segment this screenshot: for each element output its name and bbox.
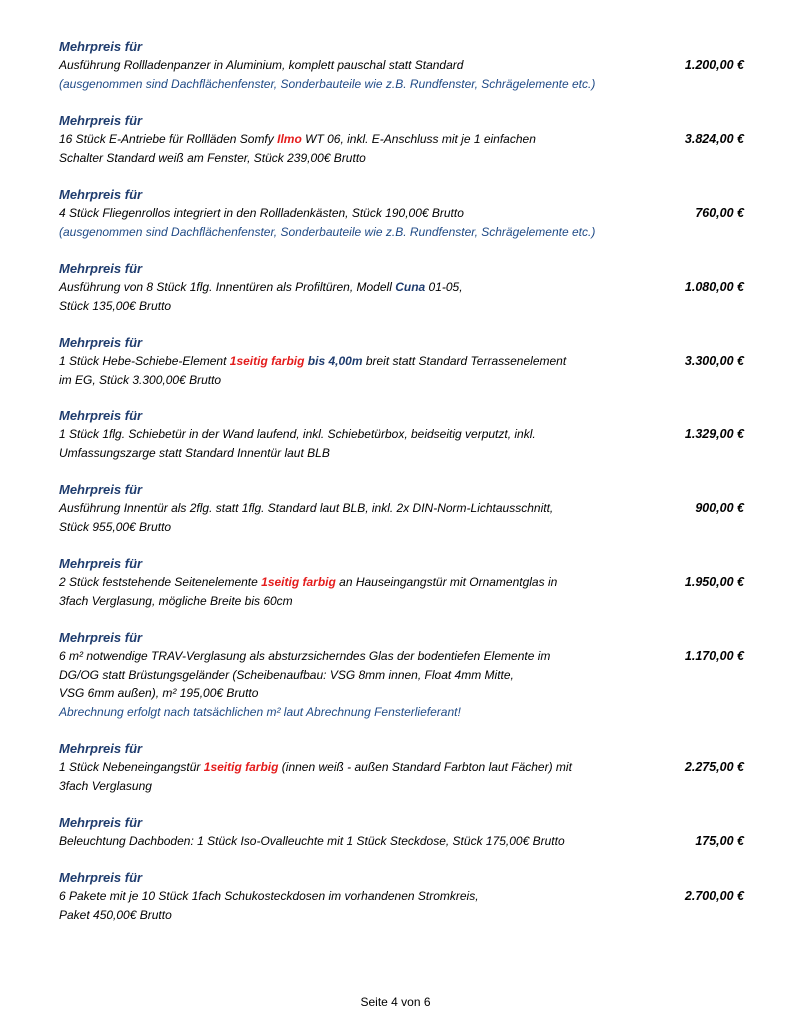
description-line: [59, 278, 619, 297]
description-line: [59, 223, 619, 242]
price-item: [59, 629, 745, 721]
description-line: [59, 832, 619, 851]
note-text: (ausgenommen sind Dachflächenfenster, Sonderbauteile wie z.B. Rundfenster, Schrägelemente etc.): [59, 224, 596, 239]
item-heading: Mehrpreis für: [59, 815, 143, 830]
highlight-red-text: 1seitig farbig: [261, 575, 336, 589]
item-heading: Mehrpreis für: [59, 261, 143, 276]
description-text: 1 Stück Nebeneingangstür: [59, 760, 204, 774]
item-heading: Mehrpreis für: [59, 113, 143, 128]
description-text: Ausführung Innentür als 2flg. statt 1flg. Standard laut BLB, inkl. 2x DIN-Norm-Lichtausschnitt,: [59, 501, 554, 515]
item-description: [59, 56, 619, 93]
item-heading: Mehrpreis für: [59, 187, 143, 202]
item-heading: Mehrpreis für: [59, 556, 143, 571]
item-description: [59, 887, 619, 924]
price-item: [59, 869, 745, 924]
item-price: 3.300,00 €: [684, 354, 744, 368]
description-line: [59, 703, 619, 722]
page-number-footer: Seite 4 von 6: [360, 995, 431, 1009]
note-text: (ausgenommen sind Dachflächenfenster, Sonderbauteile wie z.B. Rundfenster, Schrägelemente etc.): [59, 76, 596, 91]
description-line: [59, 684, 619, 703]
description-text: 6 Pakete mit je 10 Stück 1fach Schukosteckdosen im vorhandenen Stromkreis,: [59, 889, 479, 903]
description-line: [59, 130, 619, 149]
item-description: [59, 499, 619, 536]
description-text: DG/OG statt Brüstungsgeländer (Scheibenaufbau: VSG 8mm innen, Float 4mm Mitte,: [59, 667, 514, 682]
price-item: [59, 555, 745, 610]
description-line: [59, 647, 619, 666]
description-line: [59, 906, 619, 925]
item-description: [59, 278, 619, 315]
item-price: 2.700,00 €: [684, 889, 744, 903]
highlight-red-text: Ilmo: [277, 132, 302, 146]
price-item: [59, 260, 745, 315]
item-description: [59, 130, 619, 167]
highlight-blue-text: bis 4,00m: [307, 354, 363, 368]
description-text: breit statt Standard Terrassenelement: [362, 354, 567, 368]
description-text: Ausführung von 8 Stück 1flg. Innentüren als Profiltüren, Modell: [59, 280, 396, 294]
note-text: Abrechnung erfolgt nach tatsächlichen m² laut Abrechnung Fensterlieferant!: [59, 704, 461, 719]
item-heading: Mehrpreis für: [59, 482, 143, 497]
item-description: [59, 573, 619, 610]
description-text: 4 Stück Fliegenrollos integriert in den Rollladenkästen, Stück 190,00€ Brutto: [59, 206, 464, 220]
description-text: 3fach Verglasung: [59, 778, 152, 793]
item-price: 900,00 €: [695, 501, 744, 515]
description-line: [59, 887, 619, 906]
description-text: 1 Stück 1flg. Schiebetür in der Wand laufend, inkl. Schiebetürbox, beidseitig verputzt, inkl.: [59, 427, 536, 441]
item-price: 2.275,00 €: [684, 760, 744, 774]
description-text: Paket 450,00€ Brutto: [59, 907, 172, 922]
description-text: 16 Stück E-Antriebe für Rollläden Somfy: [59, 132, 278, 146]
description-line: [59, 204, 619, 223]
item-price: 1.080,00 €: [684, 280, 744, 294]
description-text: Beleuchtung Dachboden: 1 Stück Iso-Ovalleuchte mit 1 Stück Steckdose, Stück 175,00€ Brutto: [59, 834, 565, 848]
description-line: [59, 352, 619, 371]
item-price: 1.170,00 €: [684, 649, 744, 663]
item-heading: Mehrpreis für: [59, 408, 143, 423]
item-price: 3.824,00 €: [684, 132, 744, 146]
description-line: [59, 592, 619, 611]
price-item: [59, 186, 745, 241]
highlight-red-text: 1seitig farbig: [229, 354, 305, 368]
description-text: 6 m² notwendige TRAV-Verglasung als absturzsicherndes Glas der bodentiefen Elemente im: [59, 649, 551, 663]
description-text: Stück 135,00€ Brutto: [59, 298, 172, 313]
description-text: Schalter Standard weiß am Fenster, Stück 239,00€ Brutto: [59, 150, 366, 165]
item-price: 1.950,00 €: [684, 575, 744, 589]
description-line: [59, 425, 619, 444]
price-item: [59, 740, 745, 795]
item-heading: Mehrpreis für: [59, 335, 143, 350]
price-item: [59, 38, 745, 93]
description-text: VSG 6mm außen), m² 195,00€ Brutto: [59, 686, 259, 700]
description-text: Stück 955,00€ Brutto: [59, 519, 172, 534]
item-heading: Mehrpreis für: [59, 39, 143, 54]
item-description: [59, 832, 619, 851]
item-heading: Mehrpreis für: [59, 741, 143, 756]
description-line: [59, 573, 619, 592]
description-line: [59, 666, 619, 685]
highlight-red-text: 1seitig farbig: [203, 760, 279, 774]
description-line: [59, 518, 619, 537]
description-line: [59, 149, 619, 168]
description-text: (innen weiß - außen Standard Farbton laut Fächer) mit: [278, 760, 572, 774]
description-text: im EG, Stück 3.300,00€ Brutto: [59, 372, 222, 387]
item-description: [59, 425, 619, 462]
item-description: [59, 647, 619, 721]
highlight-blue-text: Cuna: [395, 280, 426, 294]
description-line: [59, 499, 619, 518]
description-line: [59, 75, 619, 94]
item-heading: Mehrpreis für: [59, 870, 143, 885]
price-item: [59, 112, 745, 167]
description-text: 2 Stück feststehende Seitenelemente: [59, 575, 262, 589]
description-text: 3fach Verglasung, mögliche Breite bis 60cm: [59, 593, 293, 608]
description-line: [59, 371, 619, 390]
description-line: [59, 444, 619, 463]
description-line: [59, 758, 619, 777]
price-item: [59, 407, 745, 462]
description-text: Ausführung Rollladenpanzer in Aluminium, komplett pauschal statt Standard: [59, 58, 464, 72]
item-price: 760,00 €: [695, 206, 744, 220]
item-price: 175,00 €: [695, 834, 744, 848]
price-item: [59, 481, 745, 536]
item-price: 1.200,00 €: [684, 58, 744, 72]
item-price: 1.329,00 €: [684, 427, 744, 441]
price-item: [59, 814, 745, 851]
item-heading: Mehrpreis für: [59, 630, 143, 645]
item-description: [59, 758, 619, 795]
description-text: an Hauseingangstür mit Ornamentglas in: [335, 575, 558, 589]
description-text: 1 Stück Hebe-Schiebe-Element: [59, 354, 230, 368]
description-text: Umfassungszarge statt Standard Innentür laut BLB: [59, 445, 330, 460]
description-line: [59, 56, 619, 75]
item-description: [59, 352, 619, 389]
description-text: 01-05,: [425, 280, 463, 294]
description-line: [59, 777, 619, 796]
price-item: [59, 334, 745, 389]
description-text: WT 06, inkl. E-Anschluss mit je 1 einfachen: [301, 132, 536, 146]
item-description: [59, 204, 619, 241]
description-line: [59, 297, 619, 316]
